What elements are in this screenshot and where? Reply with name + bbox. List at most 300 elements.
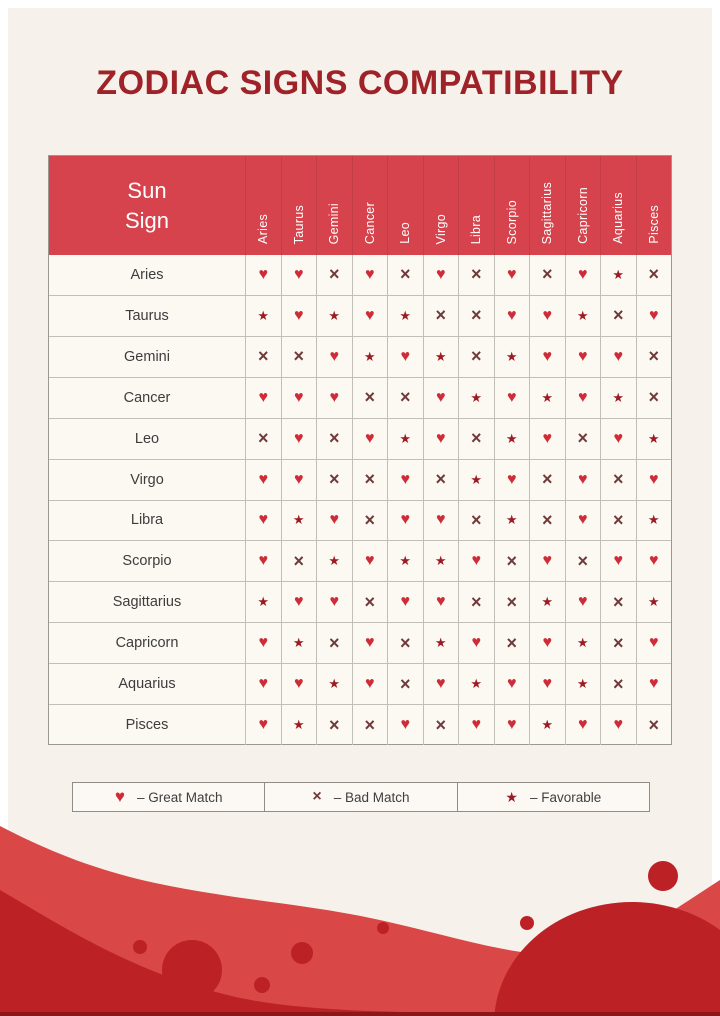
compat-cell <box>316 541 352 581</box>
compat-cell <box>245 582 281 622</box>
compat-cell <box>636 419 672 459</box>
x-icon: × <box>328 632 340 653</box>
x-icon: × <box>328 264 340 285</box>
compat-cell <box>387 378 423 418</box>
heart-icon: ♥ <box>294 675 304 693</box>
col-header-label: Libra <box>469 214 484 244</box>
compat-cell <box>352 501 388 541</box>
page-title: ZODIAC SIGNS COMPATIBILITY <box>96 64 624 102</box>
heart-icon: ♥ <box>649 634 659 652</box>
compat-cell <box>245 623 281 663</box>
compat-cell <box>245 255 281 295</box>
x-icon: × <box>364 591 375 612</box>
heart-icon: ♥ <box>329 388 339 406</box>
compat-cell <box>529 419 565 459</box>
compat-cell <box>281 705 317 745</box>
x-icon: × <box>506 632 517 653</box>
x-icon: × <box>541 264 553 285</box>
x-icon: × <box>257 346 269 367</box>
star-icon: ★ <box>328 553 341 569</box>
compat-cell <box>458 664 494 704</box>
x-icon: × <box>328 714 340 735</box>
row-label: Capricorn <box>115 635 179 652</box>
x-icon: × <box>470 305 482 326</box>
compat-cell <box>565 664 601 704</box>
x-icon: × <box>435 469 446 490</box>
compat-cell <box>423 501 459 541</box>
compat-cell <box>565 705 601 745</box>
x-icon: × <box>541 469 553 490</box>
heart-icon: ♥ <box>649 552 659 570</box>
compat-cell <box>423 296 459 336</box>
heart-icon: ♥ <box>649 306 659 324</box>
compat-cell <box>281 419 317 459</box>
heart-icon: ♥ <box>578 593 588 611</box>
heart-icon: ♥ <box>613 552 623 570</box>
heart-icon: ♥ <box>365 429 375 447</box>
x-icon: × <box>612 591 624 612</box>
compat-cell <box>494 337 530 377</box>
compat-cell <box>600 337 636 377</box>
heart-icon: ♥ <box>436 429 446 447</box>
bottom-deep-strip <box>0 1012 720 1016</box>
compat-cell <box>423 582 459 622</box>
col-header-scorpio <box>494 156 530 255</box>
compat-cell <box>387 582 423 622</box>
star-icon: ★ <box>647 594 660 610</box>
star-icon: ★ <box>399 553 412 569</box>
heart-icon: ♥ <box>400 347 410 365</box>
compat-cell <box>494 664 530 704</box>
legend <box>72 782 650 812</box>
compat-cell <box>352 460 388 500</box>
star-icon: ★ <box>647 430 660 446</box>
compat-cell <box>600 541 636 581</box>
star-icon: ★ <box>292 635 305 651</box>
compat-cell <box>529 255 565 295</box>
compatibility-table <box>48 155 672 745</box>
compat-cell <box>316 296 352 336</box>
compat-cell <box>281 541 317 581</box>
table-body <box>49 255 671 745</box>
row-label: Gemini <box>124 348 170 365</box>
heart-icon: ♥ <box>436 511 446 529</box>
compat-cell <box>600 623 636 663</box>
row-label: Aries <box>130 266 164 283</box>
heart-icon: ♥ <box>471 716 481 734</box>
compat-cell <box>352 582 388 622</box>
x-icon: × <box>612 469 624 490</box>
compat-cell <box>494 501 530 541</box>
compat-cell <box>245 419 281 459</box>
table-row-sagittarius <box>49 581 671 622</box>
heart-icon: ♥ <box>542 306 552 324</box>
compat-cell <box>565 623 601 663</box>
compat-cell <box>494 460 530 500</box>
star-icon: ★ <box>541 717 554 733</box>
compat-cell <box>458 705 494 745</box>
row-label: Taurus <box>125 307 169 324</box>
table-row-pisces <box>49 704 671 745</box>
star-icon: ★ <box>292 717 305 733</box>
x-icon: × <box>577 550 588 571</box>
compat-cell <box>458 378 494 418</box>
legend-item-star <box>457 783 649 811</box>
compat-cell <box>281 582 317 622</box>
heart-icon: ♥ <box>258 265 268 283</box>
compat-cell <box>565 419 601 459</box>
heart-icon: ♥ <box>613 716 623 734</box>
star-icon: ★ <box>470 389 483 405</box>
row-label: Virgo <box>130 471 164 488</box>
x-icon: × <box>470 264 482 285</box>
x-icon: × <box>435 305 446 326</box>
compat-cell <box>316 501 352 541</box>
col-header-label: Cancer <box>362 201 377 244</box>
compat-cell <box>387 255 423 295</box>
star-icon: ★ <box>505 430 518 446</box>
x-icon: × <box>470 346 482 367</box>
table-row-taurus <box>49 295 671 336</box>
compat-cell <box>636 623 672 663</box>
table-row-libra <box>49 500 671 541</box>
compat-cell <box>281 501 317 541</box>
compat-cell <box>387 460 423 500</box>
compat-cell <box>529 582 565 622</box>
compat-cell <box>423 623 459 663</box>
compat-cell <box>245 378 281 418</box>
star-icon: ★ <box>576 635 589 651</box>
col-header-label: Taurus <box>291 204 306 244</box>
heart-icon: ♥ <box>258 511 268 529</box>
col-header-label: Gemini <box>327 202 342 244</box>
x-icon: × <box>612 509 624 530</box>
corner-header-line2: Sign <box>124 207 170 233</box>
col-header-libra <box>458 156 494 255</box>
star-icon: ★ <box>257 594 270 610</box>
x-icon: × <box>364 469 375 490</box>
heart-icon: ♥ <box>471 634 481 652</box>
col-header-capricorn <box>565 156 601 255</box>
table-row-aquarius <box>49 663 671 704</box>
x-icon: × <box>612 632 624 653</box>
col-header-taurus <box>281 156 317 255</box>
compat-cell <box>600 705 636 745</box>
star-icon: ★ <box>505 788 518 805</box>
col-header-virgo <box>423 156 459 255</box>
compat-cell <box>316 419 352 459</box>
x-icon: × <box>577 428 588 449</box>
compat-cell <box>529 664 565 704</box>
x-icon: × <box>328 428 340 449</box>
col-header-gemini <box>316 156 352 255</box>
star-icon: ★ <box>434 553 447 569</box>
bottom-wave-decoration <box>0 816 720 1016</box>
x-icon: × <box>470 428 482 449</box>
heart-icon: ♥ <box>542 347 552 365</box>
heart-icon: ♥ <box>649 470 659 488</box>
compat-cell <box>494 296 530 336</box>
heart-icon: ♥ <box>578 388 588 406</box>
compat-cell <box>387 623 423 663</box>
compat-cell <box>565 296 601 336</box>
star-icon: ★ <box>363 348 376 364</box>
compat-cell <box>636 378 672 418</box>
compat-cell <box>565 541 601 581</box>
col-header-label: Sagittarius <box>540 181 555 244</box>
col-header-leo <box>387 156 423 255</box>
compat-cell <box>281 378 317 418</box>
compat-cell <box>600 664 636 704</box>
compat-cell <box>423 705 459 745</box>
compat-cell <box>458 296 494 336</box>
x-icon: × <box>506 550 517 571</box>
compat-cell <box>636 541 672 581</box>
x-icon: × <box>312 788 322 805</box>
compat-cell <box>458 582 494 622</box>
heart-icon: ♥ <box>294 306 304 324</box>
legend-label: – Bad Match <box>333 789 410 805</box>
compat-cell <box>494 378 530 418</box>
col-header-pisces <box>636 156 672 255</box>
legend-label: – Favorable <box>529 789 602 805</box>
x-icon: × <box>399 387 411 408</box>
x-icon: × <box>648 714 659 735</box>
legend-label: – Great Match <box>136 789 223 805</box>
compat-cell <box>636 337 672 377</box>
compat-cell <box>352 419 388 459</box>
compat-cell <box>529 460 565 500</box>
compat-cell <box>423 460 459 500</box>
compat-cell <box>352 296 388 336</box>
heart-icon: ♥ <box>578 265 588 283</box>
compat-cell <box>565 255 601 295</box>
compat-cell <box>281 255 317 295</box>
compat-cell <box>458 623 494 663</box>
compat-cell <box>565 460 601 500</box>
legend-item-heart <box>73 783 264 811</box>
heart-icon: ♥ <box>507 675 517 693</box>
compat-cell <box>565 337 601 377</box>
x-icon: × <box>328 469 340 490</box>
compat-cell <box>423 337 459 377</box>
heart-icon: ♥ <box>507 716 517 734</box>
heart-icon: ♥ <box>613 347 623 365</box>
heart-icon: ♥ <box>365 306 375 324</box>
x-icon: × <box>364 714 375 735</box>
compat-cell <box>316 664 352 704</box>
star-icon: ★ <box>505 512 518 528</box>
legend-item-x <box>264 783 456 811</box>
heart-icon: ♥ <box>294 593 304 611</box>
x-icon: × <box>648 346 659 367</box>
compat-cell <box>565 378 601 418</box>
star-icon: ★ <box>470 471 483 487</box>
table-row-cancer <box>49 377 671 418</box>
star-icon: ★ <box>257 307 270 323</box>
compat-cell <box>529 705 565 745</box>
heart-icon: ♥ <box>471 552 481 570</box>
heart-icon: ♥ <box>578 347 588 365</box>
star-icon: ★ <box>647 512 660 528</box>
compat-cell <box>316 255 352 295</box>
compat-cell <box>458 255 494 295</box>
x-icon: × <box>257 428 269 449</box>
compat-cell <box>352 541 388 581</box>
compat-cell <box>316 623 352 663</box>
heart-icon: ♥ <box>542 552 552 570</box>
star-icon: ★ <box>434 635 447 651</box>
compat-cell <box>387 705 423 745</box>
row-label: Libra <box>130 512 164 529</box>
compat-cell <box>600 582 636 622</box>
heart-icon: ♥ <box>649 675 659 693</box>
compat-cell <box>352 378 388 418</box>
table-row-gemini <box>49 336 671 377</box>
star-icon: ★ <box>612 266 625 282</box>
compat-cell <box>565 501 601 541</box>
star-icon: ★ <box>399 307 412 323</box>
compat-cell <box>494 419 530 459</box>
compat-cell <box>281 623 317 663</box>
star-icon: ★ <box>434 348 447 364</box>
table-row-leo <box>49 418 671 459</box>
compat-cell <box>423 378 459 418</box>
star-icon: ★ <box>541 594 554 610</box>
heart-icon: ♥ <box>542 429 552 447</box>
compat-cell <box>387 296 423 336</box>
compat-cell <box>423 541 459 581</box>
table-row-capricorn <box>49 622 671 663</box>
compat-cell <box>600 378 636 418</box>
table-row-scorpio <box>49 540 671 581</box>
heart-icon: ♥ <box>258 675 268 693</box>
compat-cell <box>494 582 530 622</box>
compat-cell <box>352 623 388 663</box>
heart-icon: ♥ <box>578 716 588 734</box>
x-icon: × <box>399 673 411 694</box>
x-icon: × <box>470 509 482 530</box>
heart-icon: ♥ <box>258 470 268 488</box>
heart-icon: ♥ <box>542 634 552 652</box>
compat-cell <box>316 705 352 745</box>
table-header-row <box>49 156 671 255</box>
compat-cell <box>352 664 388 704</box>
row-label: Leo <box>134 430 160 447</box>
compat-cell <box>245 705 281 745</box>
star-icon: ★ <box>470 676 483 692</box>
col-header-label: Leo <box>398 222 413 244</box>
col-header-label: Aries <box>256 214 271 244</box>
table-row-virgo <box>49 459 671 500</box>
compat-cell <box>636 582 672 622</box>
heart-icon: ♥ <box>436 675 446 693</box>
heart-icon: ♥ <box>294 429 304 447</box>
compat-cell <box>529 337 565 377</box>
star-icon: ★ <box>292 512 305 528</box>
compat-cell <box>281 296 317 336</box>
compat-cell <box>458 419 494 459</box>
col-header-cancer <box>352 156 388 255</box>
compat-cell <box>458 541 494 581</box>
x-icon: × <box>612 673 624 694</box>
row-label: Aquarius <box>118 676 176 693</box>
col-header-label: Pisces <box>646 205 661 244</box>
compat-cell <box>600 296 636 336</box>
heart-icon: ♥ <box>436 593 446 611</box>
heart-icon: ♥ <box>365 552 375 570</box>
compat-cell <box>494 705 530 745</box>
row-label: Pisces <box>125 717 169 734</box>
compat-cell <box>529 501 565 541</box>
col-header-label: Capricorn <box>575 187 590 244</box>
heart-icon: ♥ <box>365 634 375 652</box>
col-header-label: Aquarius <box>611 192 626 244</box>
star-icon: ★ <box>541 389 554 405</box>
compat-cell <box>600 460 636 500</box>
heart-icon: ♥ <box>329 347 339 365</box>
compat-cell <box>281 460 317 500</box>
compat-cell <box>245 501 281 541</box>
heart-icon: ♥ <box>258 552 268 570</box>
star-icon: ★ <box>612 389 625 405</box>
compat-cell <box>281 664 317 704</box>
heart-icon: ♥ <box>294 265 304 283</box>
x-icon: × <box>506 591 517 612</box>
compat-cell <box>600 501 636 541</box>
x-icon: × <box>648 264 659 285</box>
compat-cell <box>423 419 459 459</box>
compat-cell <box>387 337 423 377</box>
compat-cell <box>600 419 636 459</box>
compat-cell <box>352 337 388 377</box>
compat-cell <box>245 664 281 704</box>
heart-icon: ♥ <box>507 388 517 406</box>
row-label: Sagittarius <box>112 594 182 611</box>
heart-icon: ♥ <box>436 388 446 406</box>
compat-cell <box>636 255 672 295</box>
heart-icon: ♥ <box>400 470 410 488</box>
compat-cell <box>600 255 636 295</box>
heart-icon: ♥ <box>613 429 623 447</box>
x-icon: × <box>541 509 553 530</box>
heart-icon: ♥ <box>365 675 375 693</box>
heart-icon: ♥ <box>507 306 517 324</box>
compat-cell <box>494 623 530 663</box>
col-header-aquarius <box>600 156 636 255</box>
heart-icon: ♥ <box>258 716 268 734</box>
compat-cell <box>245 296 281 336</box>
compat-cell <box>352 705 388 745</box>
x-icon: × <box>612 305 624 326</box>
compat-cell <box>316 582 352 622</box>
compat-cell <box>565 582 601 622</box>
compat-cell <box>316 460 352 500</box>
table-row-aries <box>49 255 671 295</box>
compat-cell <box>387 541 423 581</box>
star-icon: ★ <box>328 307 341 323</box>
heart-icon: ♥ <box>258 634 268 652</box>
compat-cell <box>423 255 459 295</box>
compat-cell <box>529 541 565 581</box>
star-icon: ★ <box>328 676 341 692</box>
x-icon: × <box>399 264 411 285</box>
compat-cell <box>458 501 494 541</box>
star-icon: ★ <box>576 307 589 323</box>
compat-cell <box>494 255 530 295</box>
compat-cell <box>636 296 672 336</box>
compat-cell <box>636 501 672 541</box>
